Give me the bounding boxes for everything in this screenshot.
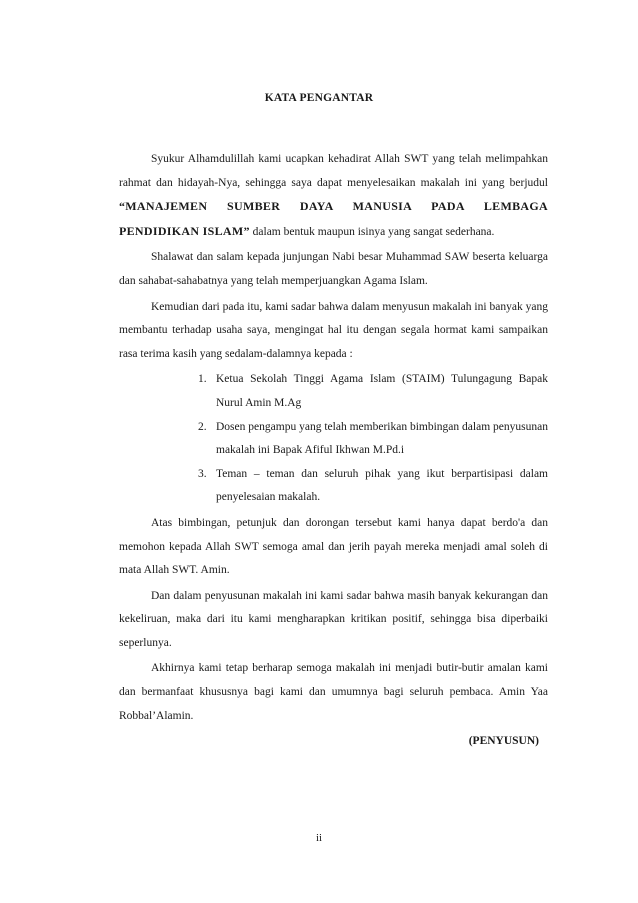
- paragraph-thanks-intro: Kemudian dari pada itu, kami sadar bahwa dalam menyusun makalah ini banyak yang membantu terhadap usaha saya, mengingat hal itu dengan segala hormat kami sampaikan rasa terima kasih yang sedalam-dalamnya kepada :: [119, 300, 548, 360]
- page-title: KATA PENGANTAR: [264, 92, 374, 104]
- list-item-text: Teman – teman dan seluruh pihak yang ikut berpartisipasi dalam penyelesaian makalah.: [216, 467, 548, 504]
- paragraph-closing: Akhirnya kami tetap berharap semoga makalah ini menjadi butir-butir amalan kami dan bermanfaat khususnya bagi kami dan umumnya bagi seluruh pembaca. Amin Yaa Robbal’Alamin.: [119, 662, 548, 722]
- paragraph-opening-tail: dalam bentuk maupun isinya yang sangat sederhana.: [249, 225, 495, 238]
- list-item-text: Dosen pengampu yang telah memberikan bimbingan dalam penyusunan makalah ini Bapak Afiful Ikhwan M.Pd.i: [216, 420, 548, 457]
- list-number: 2.: [198, 420, 207, 433]
- list-item: [119, 463, 548, 510]
- paragraph-shalawat: Shalawat dan salam kepada junjungan Nabi besar Muhammad SAW beserta keluarga dan sahabat-sahabatnya yang telah memperjuangkan Agama Islam.: [119, 251, 548, 287]
- list-item-text: Ketua Sekolah Tinggi Agama Islam (STAIM) Tulungagung Bapak Nurul Amin M.Ag: [216, 373, 548, 409]
- page-number: ii: [315, 832, 323, 844]
- list-number: 1.: [198, 373, 207, 386]
- document-body: [119, 148, 548, 754]
- author-signature: (PENYUSUN): [468, 735, 539, 748]
- list-item: [119, 416, 548, 463]
- paragraph-opening: [119, 148, 548, 244]
- paragraph-shortcomings: Dan dalam penyusunan makalah ini kami sadar bahwa masih banyak kekurangan dan kekeliruan, maka dari itu kami mengharapkan kritikan positif, sehingga bisa diperbaiki seperlunya.: [119, 589, 548, 649]
- list-item: [119, 368, 548, 415]
- paper-title-emphasis: “MANAJEMEN SUMBER DAYA MANUSIA PADA LEMBAGA PENDIDIKAN ISLAM”: [119, 199, 548, 238]
- list-number: 3.: [198, 467, 207, 480]
- paragraph-prayer: Atas bimbingan, petunjuk dan dorongan tersebut kami hanya dapat berdo'a dan memohon kepada Allah SWT semoga amal dan jerih payah mereka menjadi amal soleh di mata Allah SWT. Amin.: [119, 516, 548, 577]
- thanks-list: [119, 368, 548, 510]
- paragraph-opening-text: Syukur Alhamdulillah kami ucapkan kehadirat Allah SWT yang telah melimpahkan rahmat dan hidayah-Nya, sehingga saya dapat menyelesaikan makalah ini yang berjudul: [119, 153, 548, 189]
